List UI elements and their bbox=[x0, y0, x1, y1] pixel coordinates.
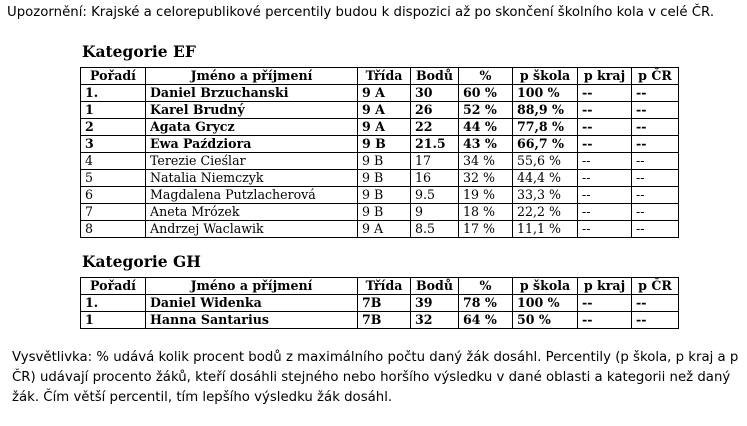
table-row bbox=[81, 295, 679, 312]
p-region-cell: -- bbox=[578, 119, 632, 136]
percent-cell: 18 % bbox=[459, 204, 513, 221]
category-title: Kategorie GH bbox=[82, 252, 201, 271]
name-cell: Ewa Paździora bbox=[146, 136, 358, 153]
column-header: p kraj bbox=[578, 278, 632, 295]
percent-cell: 52 % bbox=[459, 102, 513, 119]
rank-cell: 1. bbox=[81, 85, 146, 102]
class-cell: 9 A bbox=[358, 221, 411, 238]
table-row bbox=[81, 136, 679, 153]
p-school-cell: 50 % bbox=[513, 312, 578, 329]
points-cell: 21.5 bbox=[411, 136, 459, 153]
p-region-cell: -- bbox=[578, 312, 632, 329]
points-cell: 17 bbox=[411, 153, 459, 170]
column-header: Třída bbox=[358, 68, 411, 85]
column-header: p škola bbox=[513, 278, 578, 295]
table-body bbox=[81, 295, 679, 329]
name-cell: Agata Grycz bbox=[146, 119, 358, 136]
percent-cell: 19 % bbox=[459, 187, 513, 204]
column-header: p ČR bbox=[632, 278, 679, 295]
points-cell: 9.5 bbox=[411, 187, 459, 204]
column-header: p kraj bbox=[578, 68, 632, 85]
percent-cell: 64 % bbox=[459, 312, 513, 329]
class-cell: 9 A bbox=[358, 85, 411, 102]
category-title: Kategorie EF bbox=[82, 42, 196, 61]
percent-cell: 34 % bbox=[459, 153, 513, 170]
class-cell: 9 B bbox=[358, 187, 411, 204]
name-cell: Natalia Niemczyk bbox=[146, 170, 358, 187]
percent-cell: 44 % bbox=[459, 119, 513, 136]
rank-cell: 7 bbox=[81, 204, 146, 221]
p-region-cell: -- bbox=[578, 295, 632, 312]
p-country-cell: -- bbox=[632, 312, 679, 329]
p-country-cell: -- bbox=[632, 170, 679, 187]
p-school-cell: 100 % bbox=[513, 85, 578, 102]
p-country-cell: -- bbox=[632, 204, 679, 221]
header-row bbox=[81, 68, 679, 85]
rank-cell: 4 bbox=[81, 153, 146, 170]
notice-text: Upozornění: Krajské a celorepublikové percentily budou k dispozici až po skončení školního kola v celé ČR. bbox=[7, 5, 715, 20]
header-row bbox=[81, 278, 679, 295]
p-region-cell: -- bbox=[578, 136, 632, 153]
points-cell: 8.5 bbox=[411, 221, 459, 238]
results-table bbox=[80, 277, 679, 329]
points-cell: 22 bbox=[411, 119, 459, 136]
table-row bbox=[81, 187, 679, 204]
p-school-cell: 66,7 % bbox=[513, 136, 578, 153]
table-row bbox=[81, 153, 679, 170]
percent-cell: 17 % bbox=[459, 221, 513, 238]
rank-cell: 8 bbox=[81, 221, 146, 238]
class-cell: 9 B bbox=[358, 136, 411, 153]
class-cell: 9 B bbox=[358, 153, 411, 170]
table-body bbox=[81, 85, 679, 238]
rank-cell: 1. bbox=[81, 295, 146, 312]
points-cell: 32 bbox=[411, 312, 459, 329]
name-cell: Daniel Widenka bbox=[146, 295, 358, 312]
name-cell: Aneta Mrózek bbox=[146, 204, 358, 221]
class-cell: 9 A bbox=[358, 119, 411, 136]
column-header: Bodů bbox=[411, 278, 459, 295]
points-cell: 30 bbox=[411, 85, 459, 102]
name-cell: Karel Brudný bbox=[146, 102, 358, 119]
table-row bbox=[81, 85, 679, 102]
points-cell: 16 bbox=[411, 170, 459, 187]
p-country-cell: -- bbox=[632, 221, 679, 238]
p-region-cell: -- bbox=[578, 85, 632, 102]
rank-cell: 5 bbox=[81, 170, 146, 187]
rank-cell: 3 bbox=[81, 136, 146, 153]
column-header: Pořadí bbox=[81, 278, 146, 295]
column-header: Jméno a příjmení bbox=[146, 68, 358, 85]
p-region-cell: -- bbox=[578, 204, 632, 221]
p-school-cell: 55,6 % bbox=[513, 153, 578, 170]
p-region-cell: -- bbox=[578, 187, 632, 204]
percent-cell: 60 % bbox=[459, 85, 513, 102]
table-row bbox=[81, 204, 679, 221]
p-country-cell: -- bbox=[632, 102, 679, 119]
rank-cell: 6 bbox=[81, 187, 146, 204]
results-table bbox=[80, 67, 679, 238]
table-row bbox=[81, 102, 679, 119]
class-cell: 7B bbox=[358, 295, 411, 312]
table-row bbox=[81, 221, 679, 238]
percent-cell: 32 % bbox=[459, 170, 513, 187]
p-school-cell: 77,8 % bbox=[513, 119, 578, 136]
class-cell: 9 A bbox=[358, 102, 411, 119]
p-country-cell: -- bbox=[632, 187, 679, 204]
class-cell: 9 B bbox=[358, 204, 411, 221]
p-school-cell: 44,4 % bbox=[513, 170, 578, 187]
p-country-cell: -- bbox=[632, 85, 679, 102]
rank-cell: 1 bbox=[81, 102, 146, 119]
rank-cell: 1 bbox=[81, 312, 146, 329]
table-row bbox=[81, 119, 679, 136]
p-region-cell: -- bbox=[578, 221, 632, 238]
column-header: Bodů bbox=[411, 68, 459, 85]
p-school-cell: 33,3 % bbox=[513, 187, 578, 204]
p-school-cell: 100 % bbox=[513, 295, 578, 312]
p-school-cell: 22,2 % bbox=[513, 204, 578, 221]
column-header: p škola bbox=[513, 68, 578, 85]
column-header: p ČR bbox=[632, 68, 679, 85]
table-row bbox=[81, 170, 679, 187]
points-cell: 39 bbox=[411, 295, 459, 312]
table-row bbox=[81, 312, 679, 329]
p-school-cell: 88,9 % bbox=[513, 102, 578, 119]
p-country-cell: -- bbox=[632, 153, 679, 170]
p-region-cell: -- bbox=[578, 170, 632, 187]
column-header: Jméno a příjmení bbox=[146, 278, 358, 295]
points-cell: 9 bbox=[411, 204, 459, 221]
rank-cell: 2 bbox=[81, 119, 146, 136]
p-country-cell: -- bbox=[632, 295, 679, 312]
percent-cell: 43 % bbox=[459, 136, 513, 153]
p-school-cell: 11,1 % bbox=[513, 221, 578, 238]
class-cell: 9 B bbox=[358, 170, 411, 187]
points-cell: 26 bbox=[411, 102, 459, 119]
column-header: % bbox=[459, 278, 513, 295]
p-country-cell: -- bbox=[632, 136, 679, 153]
name-cell: Hanna Santarius bbox=[146, 312, 358, 329]
p-region-cell: -- bbox=[578, 153, 632, 170]
explanation-text: Vysvětlivka: % udává kolik procent bodů z maximálního počtu daný žák dosáhl. Percentily (p škola, p kraj a p ČR) udávají procento žáků, kteří dosáhli stejného nebo horšího výsledku v dané oblasti a kategorii než daný žák. Čím větší percentil, tím lepšího výsledku žák dosáhl. bbox=[12, 350, 739, 405]
p-region-cell: -- bbox=[578, 102, 632, 119]
column-header: Pořadí bbox=[81, 68, 146, 85]
class-cell: 7B bbox=[358, 312, 411, 329]
percent-cell: 78 % bbox=[459, 295, 513, 312]
column-header: % bbox=[459, 68, 513, 85]
name-cell: Magdalena Putzlacherová bbox=[146, 187, 358, 204]
name-cell: Daniel Brzuchanski bbox=[146, 85, 358, 102]
name-cell: Andrzej Waclawik bbox=[146, 221, 358, 238]
p-country-cell: -- bbox=[632, 119, 679, 136]
column-header: Třída bbox=[358, 278, 411, 295]
name-cell: Terezie Cieślar bbox=[146, 153, 358, 170]
